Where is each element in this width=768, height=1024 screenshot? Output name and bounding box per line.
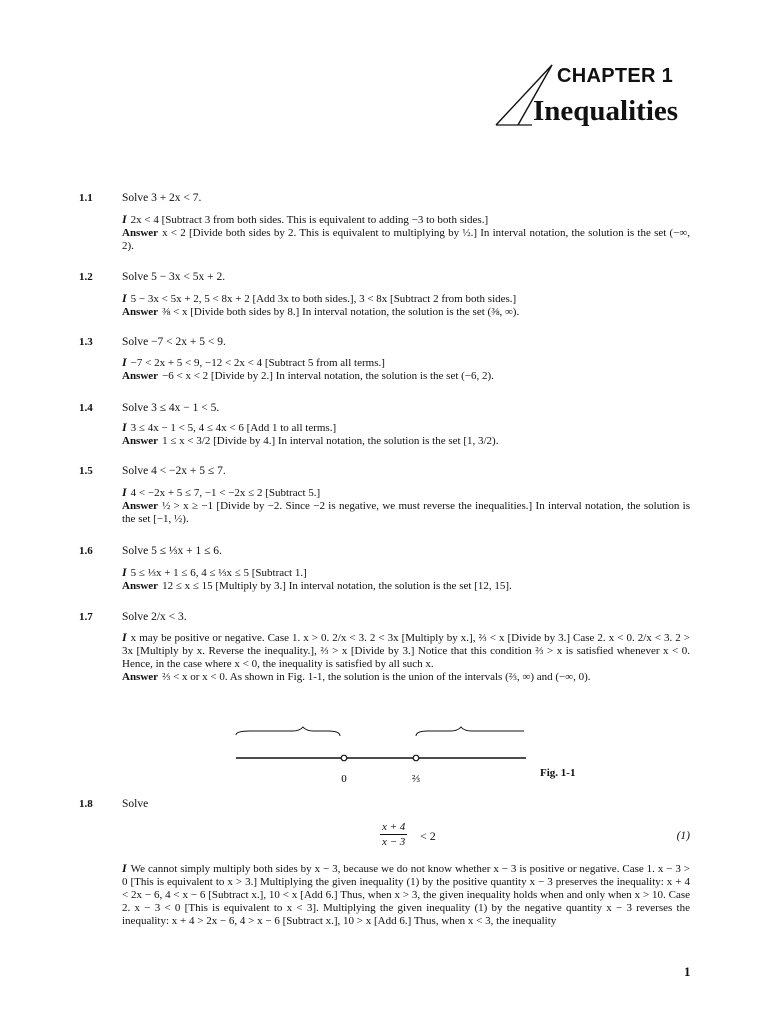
- solution-mark: I: [122, 291, 127, 305]
- problem-statement: Solve 5 ≤ ⅓x + 1 ≤ 6.: [122, 545, 222, 557]
- answer-label: Answer: [122, 227, 159, 239]
- solution-mark: I: [122, 355, 127, 369]
- solution: [122, 292, 690, 319]
- solution-text: We cannot simply multiply both sides by x − 3, because we do not know whether x − 3 is positive or negative. Case 1. x − 3 > 0 [This is equivalent to x > 3.] Multiplying the given inequality (1) by the positive quantity x − 3 preserves the inequality: x + 4 < 2x − 6, 4 < x − 6 [Subtract x.], 10 < x [Add 6.] Thus, when x > 3, the given inequality holds when and only when x > 10. Case 2. x − 3 < 0 [This is equivalent to x < 3]. Multiplying the given inequality (1) by the negative quantity x − 3 reverses the inequality: x + 4 > 2x − 6, 4 > x − 6 [Subtract x.], 10 > x [Add 6.] Thus, when x < 3, the inequality: [122, 863, 690, 927]
- solution-mark: I: [122, 630, 127, 644]
- solution-mark: I: [122, 565, 127, 579]
- solution-step: x may be positive or negative. Case 1. x > 0. 2/x < 3. 2 < 3x [Multiply by x.], ⅔ < x [Divide by 3.] Case 2. x < 0. 2/x < 3. 2 > 3x [Multiply by x. Reverse the inequality.], ⅔ > x [Divide by 3.] Notice that this condition ⅔ > x is satisfied whenever x < 0. Hence, in the case where x < 0, the inequality is satisfied by all such x.: [122, 632, 690, 670]
- displayed-equation: [380, 820, 690, 860]
- answer-label: Answer: [122, 671, 159, 683]
- equation-fraction: [380, 820, 407, 850]
- answer-text: 12 ≤ x ≤ 15 [Multiply by 3.] In interval notation, the solution is the set [12, 15].: [162, 580, 512, 592]
- solution-mark: I: [122, 420, 127, 434]
- problem-statement: Solve 2/x < 3.: [122, 611, 187, 623]
- fraction-numerator: x + 4: [380, 820, 407, 835]
- solution-step: 4 < −2x + 5 ≤ 7, −1 < −2x ≤ 2 [Subtract 5.]: [130, 487, 321, 499]
- solution-step: 5 ≤ ⅓x + 1 ≤ 6, 4 ≤ ⅓x ≤ 5 [Subtract 1.]: [130, 567, 307, 579]
- solution: [122, 566, 690, 593]
- problem-number: 1.2: [79, 271, 93, 283]
- answer-label: Answer: [122, 370, 159, 382]
- solution: [122, 486, 690, 526]
- solution-mark: I: [122, 485, 127, 499]
- answer-label: Answer: [122, 306, 159, 318]
- solution: [122, 631, 690, 684]
- problem-number: 1.5: [79, 465, 93, 477]
- answer-text: ½ > x ≥ −1 [Divide by −2. Since −2 is negative, we must reverse the inequalities.] In interval notation, the solution is the set [−1, ½).: [122, 500, 690, 525]
- solution-step: 5 − 3x < 5x + 2, 5 < 8x + 2 [Add 3x to both sides.], 3 < 8x [Subtract 2 from both sides.]: [130, 293, 517, 305]
- answer-text: x < 2 [Divide both sides by 2. This is equivalent to multiplying by ½.] In interval notation, the solution is the set (−∞, 2).: [122, 227, 690, 252]
- solution-mark: I: [122, 861, 127, 875]
- problem-statement: Solve: [122, 798, 149, 810]
- problem-statement: Solve −7 < 2x + 5 < 9.: [122, 336, 226, 348]
- open-point-two-thirds: [413, 755, 419, 761]
- solution: [122, 356, 690, 383]
- solution: [122, 213, 690, 253]
- problem-number: 1.7: [79, 611, 93, 623]
- chapter-label: CHAPTER 1: [557, 65, 674, 87]
- solution: [122, 862, 690, 928]
- problem-number: 1.1: [79, 192, 93, 204]
- figure-label: Fig. 1-1: [540, 767, 576, 779]
- problem-number: 1.3: [79, 336, 93, 348]
- problem-number: 1.4: [79, 402, 93, 414]
- answer-label: Answer: [122, 500, 159, 512]
- equation-number: (1): [676, 830, 690, 842]
- open-point-zero: [341, 755, 347, 761]
- solution-step: 2x < 4 [Subtract 3 from both sides. This is equivalent to adding −3 to both sides.]: [130, 214, 489, 226]
- problem-statement: Solve 5 − 3x < 5x + 2.: [122, 271, 226, 283]
- equation-relation: < 2: [420, 829, 436, 843]
- tick-label-zero: 0: [341, 773, 347, 785]
- right-interval-brace: [416, 727, 524, 736]
- left-interval-brace: [236, 727, 340, 736]
- solution: [122, 421, 690, 448]
- problem-number: 1.6: [79, 545, 93, 557]
- tick-label-two-thirds: ⅔: [411, 773, 421, 785]
- problem-statement: Solve 4 < −2x + 5 ≤ 7.: [122, 465, 226, 477]
- number-line-figure: [230, 722, 530, 792]
- problem-number: 1.8: [79, 798, 93, 810]
- answer-text: 1 ≤ x < 3/2 [Divide by 4.] In interval notation, the solution is the set [1, 3/2).: [162, 435, 499, 447]
- solution-step: −7 < 2x + 5 < 9, −12 < 2x < 4 [Subtract 5 from all terms.]: [130, 357, 385, 369]
- answer-label: Answer: [122, 580, 159, 592]
- answer-text: −6 < x < 2 [Divide by 2.] In interval notation, the solution is the set (−6, 2).: [162, 370, 494, 382]
- problem-statement: Solve 3 ≤ 4x − 1 < 5.: [122, 402, 220, 414]
- answer-text: ⅔ < x or x < 0. As shown in Fig. 1-1, the solution is the union of the intervals (⅔, ∞) and (−∞, 0).: [162, 671, 591, 683]
- solution-step: 3 ≤ 4x − 1 < 5, 4 ≤ 4x < 6 [Add 1 to all terms.]: [130, 422, 337, 434]
- answer-text: ⅜ < x [Divide both sides by 8.] In interval notation, the solution is the set (⅜, ∞).: [162, 306, 520, 318]
- answer-label: Answer: [122, 435, 159, 447]
- fraction-denominator: x − 3: [382, 836, 406, 849]
- problem-statement: Solve 3 + 2x < 7.: [122, 192, 202, 204]
- page-number: 1: [684, 964, 691, 979]
- chapter-title: Inequalities: [533, 95, 679, 127]
- solution-mark: I: [122, 212, 127, 226]
